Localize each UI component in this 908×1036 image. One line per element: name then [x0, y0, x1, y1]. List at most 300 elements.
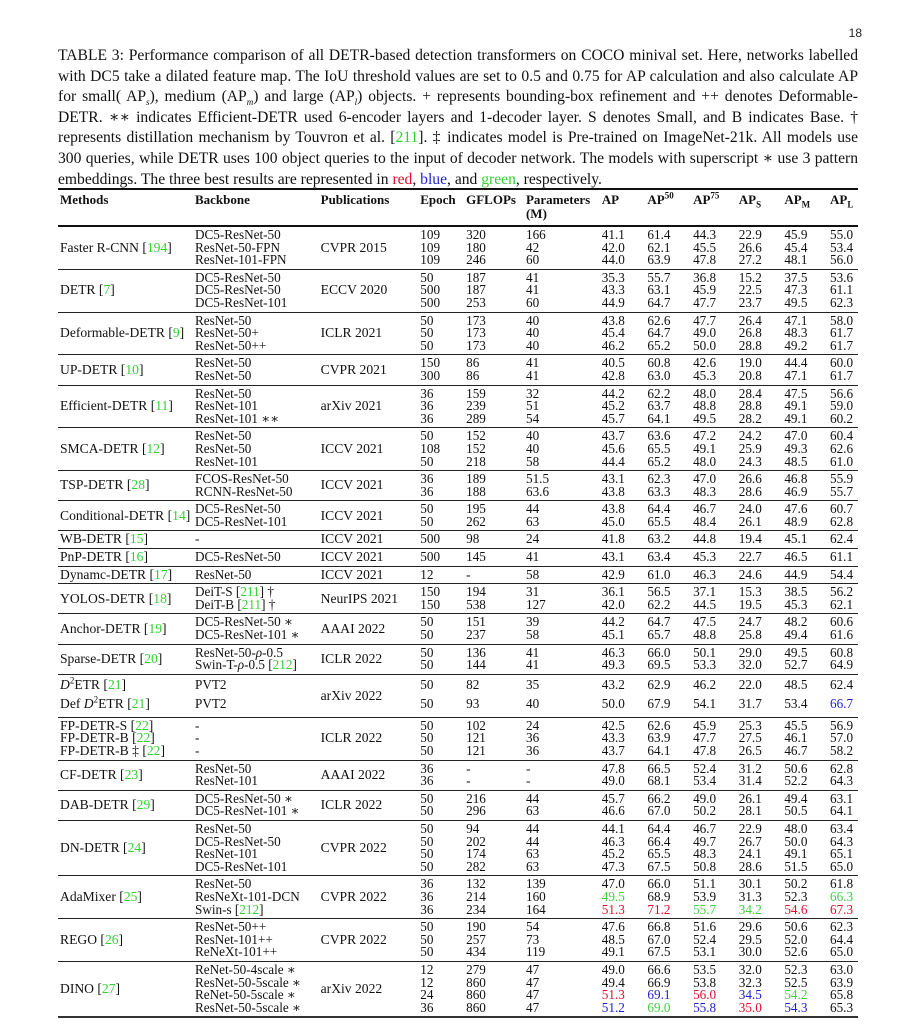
caption-part: ]. ‡ indicates model is Pre-trained on ImageNet-21k. All models use 300 queries, while DETR uses 100 object queries to the input of decoder network. The models with superscript ∗ use 3 pattern embeddings. The three best results are represented in: [58, 129, 858, 188]
aps-value: 19.0: [738, 355, 762, 371]
apl-value: 66.3: [829, 888, 854, 904]
ap75-value: 46.7: [693, 820, 717, 836]
apl-cell: [828, 820, 858, 875]
ap50-value: 66.9: [647, 974, 671, 990]
apm-value: 45.4: [784, 239, 808, 255]
method-group: [58, 919, 858, 962]
citation-link[interactable]: 21: [107, 676, 122, 692]
ap50-cell: [645, 717, 691, 760]
backbone-name: DC5-ResNet-101: [194, 294, 288, 310]
apl-value: 64.9: [829, 657, 854, 673]
apm-value: 46.5: [784, 549, 808, 565]
ap50-value: 69.5: [647, 657, 671, 673]
params-value: 63: [525, 846, 540, 862]
gflops-value: 144: [466, 657, 486, 673]
header-gflops: GFLOPs: [464, 189, 524, 226]
ap-value: 35.3: [601, 269, 625, 285]
apl-value: 61.1: [829, 282, 854, 298]
table-row: [58, 269, 858, 312]
method-name: WB-DETR [15]: [60, 531, 148, 547]
publication-cell: ICCV 2021: [320, 566, 384, 582]
ap75-value: 54.1: [693, 695, 717, 711]
aps-value: 22.9: [738, 227, 762, 242]
table-row: [58, 312, 858, 355]
ap75-value: 45.3: [693, 549, 717, 565]
apm-cell: [782, 644, 828, 674]
ap-value: 46.2: [601, 337, 625, 353]
gflops-cell: [464, 566, 524, 584]
publication-cell: ICLR 2022: [320, 730, 383, 746]
ap50-cell: [645, 566, 691, 584]
header-apm: $AP_M$: [782, 189, 828, 226]
aps-cell: [737, 226, 783, 269]
backbone-cell: [193, 961, 319, 1017]
aps-value: 32.3: [738, 974, 762, 990]
apl-value: 56.6: [829, 385, 854, 401]
method-group: [58, 355, 858, 385]
gflops-cell: [464, 674, 524, 717]
gflops-cell: [464, 501, 524, 531]
method-group: [58, 269, 858, 312]
params-value: 73: [525, 931, 540, 947]
ap-value: 45.4: [601, 325, 625, 341]
backbone-name: ResNet-50: [194, 820, 252, 836]
citation-link[interactable]: 212: [239, 901, 260, 917]
ap50-value: 64.7: [647, 294, 671, 310]
ap-value: 51.3: [601, 987, 625, 1003]
ap50-cell: [645, 226, 691, 269]
caption-part[interactable]: 211: [395, 129, 419, 147]
params-value: 63: [525, 858, 540, 874]
ap50-cell: [645, 644, 691, 674]
aps-value: 22.0: [738, 676, 762, 692]
ap-cell: [600, 717, 646, 760]
table-row: [58, 717, 858, 760]
apm-value: 50.2: [784, 876, 808, 892]
params-cell: [524, 355, 600, 385]
backbone-name: DC5-ResNet-101: [194, 513, 288, 529]
epoch-value: 50: [420, 931, 434, 947]
citation-link[interactable]: 22: [146, 743, 161, 758]
method-group: [58, 312, 858, 355]
aps-value: 26.8: [738, 325, 762, 341]
ap75-cell: [691, 674, 737, 717]
aps-value: 27.5: [738, 730, 762, 746]
ap75-value: 50.1: [693, 644, 717, 660]
gflops-value: 237: [466, 627, 486, 643]
ap-cell: [600, 269, 646, 312]
method-name: FP-DETR-S [22]: [60, 717, 154, 733]
params-value: 47: [525, 999, 540, 1015]
backbone-name: FCOS-ResNet-50: [194, 471, 289, 487]
gflops-cell: [464, 269, 524, 312]
apl-value: 62.4: [829, 676, 854, 692]
ap-value: 41.1: [601, 227, 625, 242]
ap75-cell: [691, 226, 737, 269]
method-cell: [58, 226, 193, 269]
aps-value: 29.0: [738, 644, 762, 660]
gflops-value: 218: [466, 453, 486, 469]
apl-value: 62.3: [829, 919, 854, 935]
epoch-cell: [418, 614, 464, 644]
params-value: 35: [525, 676, 540, 692]
citation-link[interactable]: 15: [129, 531, 144, 547]
gflops-value: 173: [466, 325, 486, 341]
epoch-value: 36: [420, 410, 434, 426]
apl-value: 56.2: [829, 584, 854, 600]
epoch-value: 150: [420, 584, 441, 600]
citation-link[interactable]: 212: [272, 657, 293, 673]
apl-cell: [828, 428, 858, 471]
ap75-cell: [691, 876, 737, 919]
apl-value: 62.6: [829, 440, 854, 456]
backbone-cell: [193, 584, 319, 614]
ap75-cell: [691, 531, 737, 549]
ap-value: 49.1: [601, 944, 625, 960]
params-value: 41: [525, 367, 540, 383]
method-name: Deformable-DETR [9]: [60, 325, 185, 341]
citation-link[interactable]: 26: [104, 931, 119, 947]
citation-link[interactable]: 11: [155, 398, 169, 414]
apm-value: 47.0: [784, 428, 808, 444]
header-epoch: Epoch: [418, 189, 464, 226]
gflops-value: 216: [466, 790, 486, 806]
apm-cell: [782, 919, 828, 962]
ap-value: 51.2: [601, 999, 625, 1015]
apm-value: 54.2: [784, 987, 808, 1003]
method-name: $D^2ETR$ [21]: [60, 675, 127, 692]
gflops-value: 132: [466, 876, 486, 892]
params-cell: [524, 226, 600, 269]
ap75-value: 49.0: [693, 790, 717, 806]
epoch-value: 500: [420, 531, 441, 547]
ap50-value: 65.2: [647, 453, 671, 469]
ap-value: 36.1: [601, 584, 625, 600]
ap-value: 49.3: [601, 657, 625, 673]
ap50-value: 55.7: [647, 269, 671, 285]
caption-part: red: [392, 170, 413, 188]
params-value: 58: [525, 453, 540, 469]
apl-cell: [828, 790, 858, 820]
aps-cell: [737, 531, 783, 549]
citation-link[interactable]: 211: [240, 584, 260, 600]
apl-value: 65.0: [829, 858, 854, 874]
params-value: 58: [525, 627, 540, 643]
citation-link[interactable]: 23: [124, 766, 139, 782]
gflops-cell: [464, 355, 524, 385]
ap-value: 44.0: [601, 252, 625, 268]
backbone-name: ResNet-101-FPN: [194, 252, 287, 268]
ap-cell: [600, 471, 646, 501]
method-name: Def $D^2ETR$ [21]: [60, 694, 150, 711]
gflops-value: 188: [466, 483, 486, 499]
ap50-value: 62.9: [647, 676, 671, 692]
aps-cell: [737, 961, 783, 1017]
method-group: [58, 876, 858, 919]
ap50-cell: [645, 820, 691, 875]
apm-cell: [782, 614, 828, 644]
citation-link[interactable]: 20: [144, 650, 158, 666]
params-value: 47: [525, 974, 540, 990]
params-value: 54: [525, 410, 540, 426]
params-value: 44: [525, 501, 540, 517]
ap75-value: 47.8: [693, 252, 717, 268]
ap50-value: 67.5: [647, 858, 671, 874]
citation-link[interactable]: 29: [136, 797, 151, 813]
aps-value: 25.8: [738, 627, 762, 643]
aps-value: 29.6: [738, 919, 762, 935]
ap-value: 49.0: [601, 773, 625, 789]
epoch-value: 36: [420, 471, 434, 487]
ap50-cell: [645, 614, 691, 644]
apl-value: 61.8: [829, 876, 854, 892]
epoch-cell: [418, 566, 464, 584]
citation-link[interactable]: 28: [131, 477, 145, 493]
aps-value: 26.6: [738, 471, 762, 487]
epoch-cell: [418, 674, 464, 717]
apm-value: 52.7: [784, 657, 808, 673]
ap75-value: 50.0: [693, 337, 717, 353]
aps-value: 26.7: [738, 833, 762, 849]
backbone-name: ResNet-50+: [194, 325, 259, 341]
params-value: 41: [525, 549, 540, 565]
apl-cell: [828, 919, 858, 962]
apm-value: 52.5: [784, 974, 808, 990]
params-value: 63: [525, 803, 540, 819]
method-name: Dynamc-DETR [17]: [60, 566, 173, 582]
ap50-cell: [645, 355, 691, 385]
backbone-cell: [193, 760, 319, 790]
ap75-value: 44.3: [693, 227, 717, 242]
apm-value: 48.5: [784, 453, 808, 469]
apl-value: 56.9: [829, 717, 854, 733]
gflops-value: 152: [466, 428, 486, 444]
ap-value: 45.2: [601, 846, 625, 862]
epoch-value: 50: [420, 269, 434, 285]
citation-link[interactable]: 12: [146, 440, 161, 456]
aps-value: 27.2: [738, 252, 762, 268]
params-cell: [524, 584, 600, 614]
params-value: 24: [525, 531, 540, 547]
gflops-cell: [464, 820, 524, 875]
ap50-value: 65.7: [647, 627, 671, 643]
apl-cell: [828, 566, 858, 584]
method-group: [58, 644, 858, 674]
citation-link[interactable]: 25: [123, 888, 138, 904]
apl-value: 65.8: [829, 987, 854, 1003]
method-name: DAB-DETR [29]: [60, 797, 155, 813]
epoch-value: 36: [420, 760, 434, 776]
apl-value: 62.8: [829, 513, 854, 529]
ap-value: 42.8: [601, 367, 625, 383]
caption-part: l: [354, 97, 358, 108]
ap50-value: 63.7: [647, 398, 671, 414]
apl-value: 63.4: [829, 820, 854, 836]
gflops-cell: [464, 226, 524, 269]
params-value: 119: [525, 944, 546, 960]
citation-link[interactable]: 18: [153, 590, 167, 606]
gflops-value: 82: [466, 676, 480, 692]
ap50-value: 62.3: [647, 471, 671, 487]
ap50-value: 62.6: [647, 312, 671, 328]
ap-cell: [600, 760, 646, 790]
gflops-value: 282: [466, 858, 486, 874]
aps-value: 19.5: [738, 596, 762, 612]
ap50-value: 63.2: [647, 531, 671, 547]
params-cell: [524, 919, 600, 962]
gflops-value: 860: [466, 987, 486, 1003]
apl-cell: [828, 644, 858, 674]
ap75-value: 50.2: [693, 803, 717, 819]
ap75-cell: [691, 355, 737, 385]
apl-value: 64.3: [829, 773, 854, 789]
header-ap75: AP$^{75}$: [691, 189, 737, 226]
apl-value: 60.2: [829, 410, 854, 426]
citation-link[interactable]: 14: [172, 507, 186, 523]
params-value: -: [525, 773, 531, 789]
apl-cell: [828, 760, 858, 790]
params-value: 51.5: [525, 471, 550, 487]
method-name: REGO [26]: [60, 931, 124, 947]
backbone-cell: [193, 531, 319, 549]
backbone-name: ResNet-101: [194, 846, 258, 862]
epoch-cell: [418, 385, 464, 428]
ap75-value: 36.8: [693, 269, 717, 285]
epoch-value: 36: [420, 901, 434, 917]
epoch-cell: [418, 269, 464, 312]
table-row: [58, 471, 858, 501]
epoch-value: 50: [420, 919, 434, 935]
params-value: 40: [525, 428, 540, 444]
citation-link[interactable]: 16: [129, 549, 144, 565]
apm-value: 54.6: [784, 901, 808, 917]
gflops-value: 173: [466, 312, 486, 328]
aps-value: 28.1: [738, 803, 762, 819]
ap50-value: 61.0: [647, 566, 671, 582]
ap-cell: [600, 644, 646, 674]
citation-link[interactable]: 9: [172, 325, 180, 341]
epoch-value: 150: [420, 596, 441, 612]
ap75-value: 44.8: [693, 531, 717, 547]
apl-value: 64.1: [829, 803, 854, 819]
citation-link[interactable]: 22: [135, 717, 149, 733]
epoch-value: 50: [420, 730, 434, 746]
apl-value: 65.3: [829, 999, 854, 1015]
params-value: 31: [525, 584, 540, 600]
params-cell: [524, 961, 600, 1017]
apm-value: 50.6: [784, 919, 808, 935]
gflops-value: 151: [466, 614, 486, 630]
ap75-cell: [691, 614, 737, 644]
apm-cell: [782, 269, 828, 312]
ap-value: 43.1: [601, 471, 625, 487]
ap50-cell: [645, 312, 691, 355]
header-publications: Publications: [319, 189, 419, 226]
backbone-name: DC5-ResNet-50: [194, 833, 281, 849]
ap50-value: 69.0: [647, 999, 671, 1015]
backbone-name: DeiT-B [211] †: [194, 596, 276, 612]
epoch-cell: [418, 919, 464, 962]
backbone-name: DC5-ResNet-101 ∗: [194, 627, 300, 643]
citation-link[interactable]: 10: [125, 361, 139, 377]
ap75-value: 48.3: [693, 483, 717, 499]
citation-link[interactable]: 27: [101, 980, 116, 996]
apl-value: 55.7: [829, 483, 854, 499]
ap50-value: 67.0: [647, 931, 671, 947]
method-group: [58, 717, 858, 760]
caption-part: green: [481, 170, 516, 188]
params-value: 47: [525, 961, 540, 977]
citation-link[interactable]: 22: [136, 730, 151, 746]
gflops-value: 173: [466, 337, 486, 353]
apm-cell: [782, 471, 828, 501]
gflops-cell: [464, 471, 524, 501]
ap75-value: 49.7: [693, 833, 717, 849]
citation-link[interactable]: 19: [148, 620, 163, 636]
method-name: DN-DETR [24]: [60, 839, 146, 855]
epoch-cell: [418, 717, 464, 760]
ap50-cell: [645, 584, 691, 614]
publication-cell: ICLR 2022: [320, 650, 383, 666]
publication-cell: ICLR 2022: [320, 797, 383, 813]
method-group: [58, 549, 858, 567]
params-value: 42: [525, 239, 540, 255]
gflops-value: 239: [466, 398, 486, 414]
ap-cell: [600, 584, 646, 614]
backbone-name: ResNet-50: [194, 355, 252, 371]
publication-cell: NeurIPS 2021: [320, 590, 399, 606]
epoch-value: 50: [420, 657, 434, 673]
citation-link[interactable]: 17: [154, 566, 168, 582]
table-row: [58, 876, 858, 919]
citation-link[interactable]: 21: [131, 695, 146, 711]
apl-value: 59.0: [829, 398, 854, 414]
method-cell: [58, 820, 193, 875]
aps-value: 28.6: [738, 858, 762, 874]
apm-value: 48.3: [784, 325, 808, 341]
table-row: [58, 385, 858, 428]
citation-link[interactable]: 24: [127, 839, 142, 855]
table-row: [58, 584, 858, 614]
epoch-value: 109: [420, 227, 441, 242]
ap75-value: 45.5: [693, 239, 717, 255]
ap-value: 47.0: [601, 876, 625, 892]
header-apl: $AP_L$: [828, 189, 858, 226]
gflops-value: 262: [466, 513, 486, 529]
apm-value: 50.6: [784, 760, 808, 776]
apm-value: 49.5: [784, 644, 808, 660]
method-name: PnP-DETR [16]: [60, 549, 148, 565]
citation-link[interactable]: 7: [103, 282, 111, 298]
ap-value: 47.8: [601, 760, 625, 776]
apl-value: 62.1: [829, 596, 854, 612]
apl-cell: [828, 674, 858, 717]
aps-cell: [737, 876, 783, 919]
apm-value: 49.2: [784, 337, 808, 353]
gflops-value: 434: [466, 944, 486, 960]
params-cell: [524, 471, 600, 501]
citation-link[interactable]: 211: [241, 596, 262, 612]
params-cell: [524, 614, 600, 644]
aps-value: 24.6: [738, 566, 762, 582]
backbone-name: ResNet-50: [194, 760, 252, 776]
publication-cell: CVPR 2022: [320, 888, 387, 904]
citation-link[interactable]: 194: [146, 239, 168, 255]
gflops-cell: [464, 760, 524, 790]
epoch-value: 50: [420, 337, 434, 353]
caption-part: TABLE 3: Performance comparison of all DETR-based detection transformers on COCO minival set. Here, networks labelled with DC5 take a dilated feature map. The IoU threshold values are set to 0.5 and 0.75 for AP calculation and also calculate AP for small( AP: [58, 47, 858, 106]
ap50-value: 66.5: [647, 760, 671, 776]
